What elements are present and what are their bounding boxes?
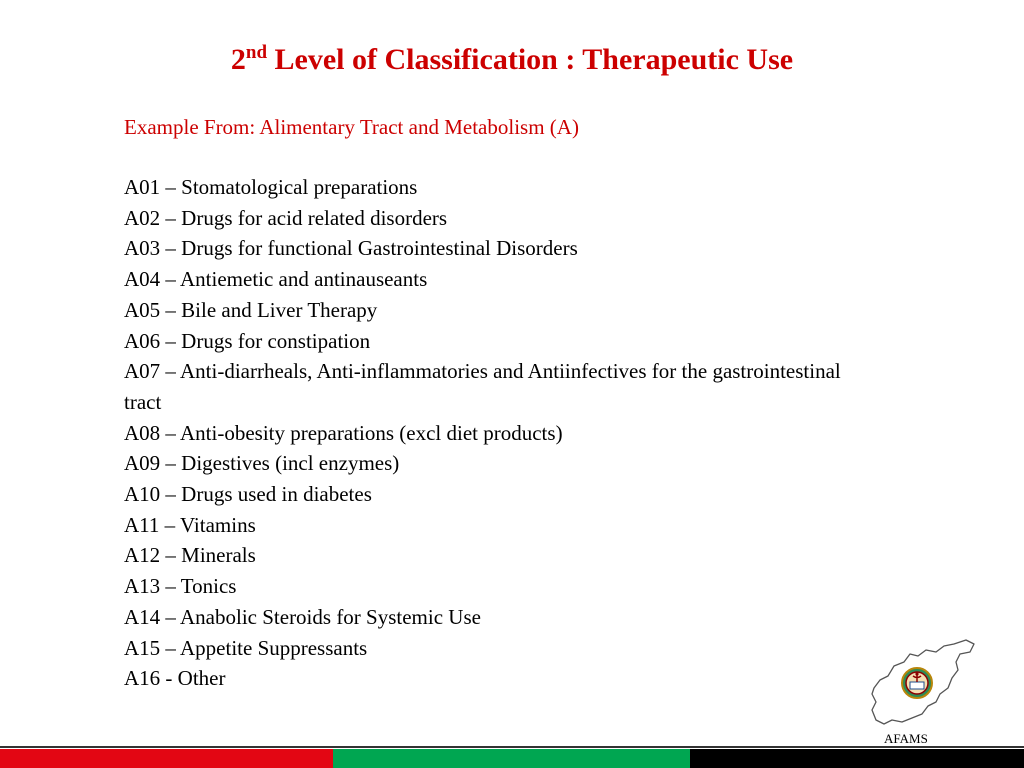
afams-label: AFAMS (884, 731, 928, 746)
title-text: Level of Classification : Therapeutic Use (267, 43, 794, 76)
list-item: A09 – Digestives (incl enzymes) (124, 451, 400, 476)
list-item: A03 – Drugs for functional Gastrointestinal Disorders (124, 236, 578, 261)
list-item: A15 – Appetite Suppressants (124, 635, 368, 660)
footer-black-segment (690, 749, 1024, 768)
title-number: 2 (230, 43, 246, 76)
slide-subtitle: Example From: Alimentary Tract and Metabolism (A) (124, 115, 579, 139)
list-item: A04 – Antiemetic and antinauseants (124, 267, 428, 292)
footer-divider (0, 746, 1024, 748)
list-item: A08 – Anti-obesity preparations (excl diet products) (124, 420, 563, 445)
list-item: A11 – Vitamins (124, 512, 256, 537)
footer-color-bar (0, 749, 1024, 768)
footer-green-segment (333, 749, 690, 768)
classification-list (124, 172, 864, 694)
footer-red-segment (0, 749, 333, 768)
list-item: A14 – Anabolic Steroids for Systemic Use (124, 604, 481, 629)
list-item: A13 – Tonics (124, 574, 237, 599)
list-item: A07 – Anti-diarrheals, Anti-inflammatories and Antiinfectives for the gastrointestinal tract (124, 359, 841, 414)
list-item: A02 – Drugs for acid related disorders (124, 205, 448, 230)
list-item: A12 – Minerals (124, 543, 256, 568)
list-item: A16 - Other (124, 666, 226, 691)
afghanistan-map-emblem-icon (866, 636, 978, 736)
slide-title (0, 40, 1024, 80)
list-item: A10 – Drugs used in diabetes (124, 482, 372, 507)
list-item: A05 – Bile and Liver Therapy (124, 297, 378, 322)
list-item: A06 – Drugs for constipation (124, 328, 371, 353)
title-superscript: nd (245, 42, 268, 63)
list-item: A01 – Stomatological preparations (124, 175, 418, 199)
